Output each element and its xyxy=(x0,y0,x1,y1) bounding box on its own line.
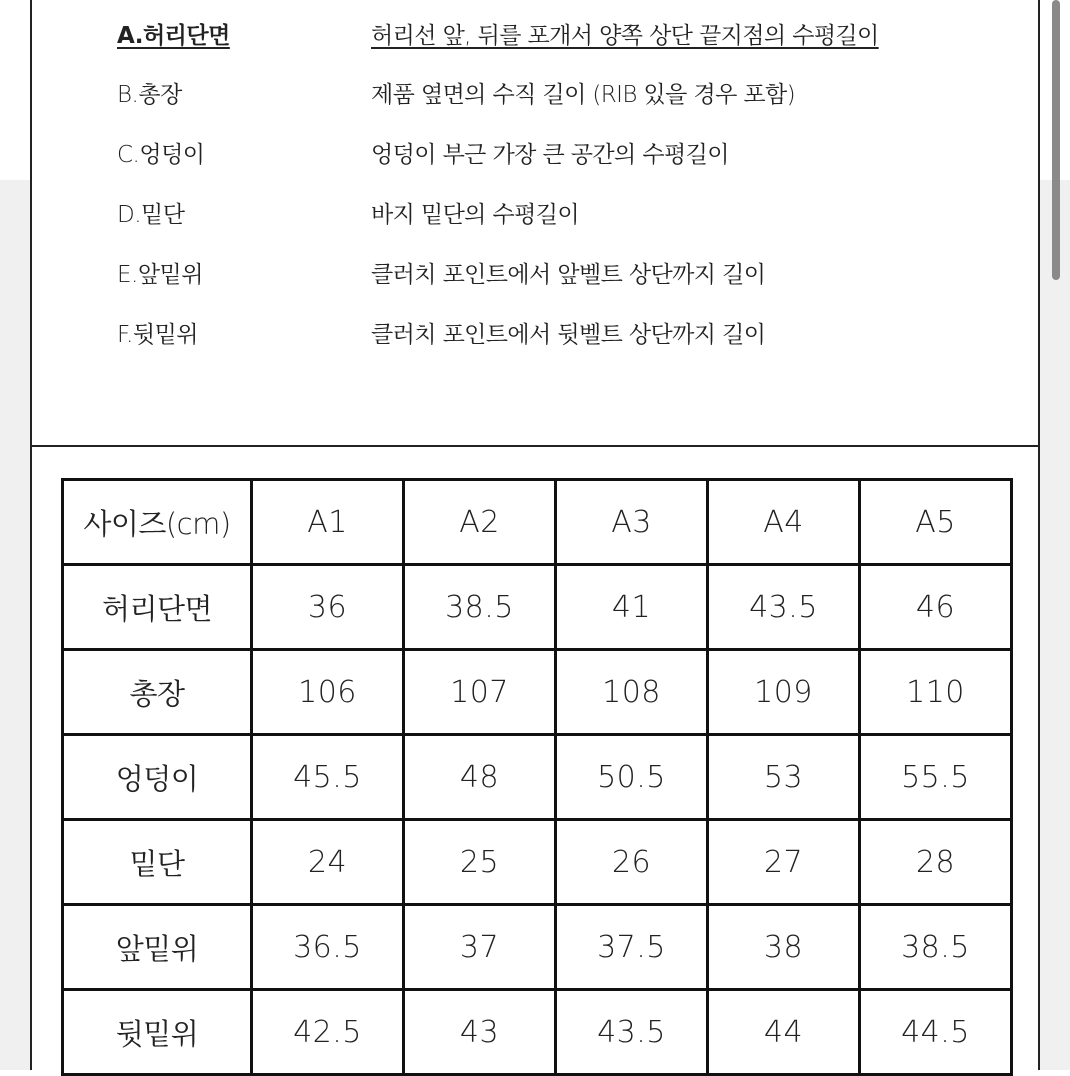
table-cell: 38.5 xyxy=(860,905,1012,990)
table-cell: 42.5 xyxy=(252,990,404,1075)
row-label-cell: 뒷밑위 xyxy=(63,990,252,1075)
table-cell: 36.5 xyxy=(252,905,404,990)
row-label-cell: 허리단면 xyxy=(63,565,252,650)
table-cell: 45.5 xyxy=(252,735,404,820)
definition-row-waist xyxy=(0,17,1070,57)
row-label-cell: 앞밑위 xyxy=(63,905,252,990)
table-cell: 43.5 xyxy=(556,990,708,1075)
right-page-margin xyxy=(1040,180,1070,1070)
definition-term: E.앞밑위 xyxy=(117,262,203,288)
header-cell: A2 xyxy=(404,480,556,565)
definition-term: B.총장 xyxy=(117,82,182,108)
table-cell: 55.5 xyxy=(860,735,1012,820)
definition-term: A.허리단면 xyxy=(117,23,230,49)
row-label-cell: 밑단 xyxy=(63,820,252,905)
table-cell: 36 xyxy=(252,565,404,650)
table-cell: 44 xyxy=(708,990,860,1075)
table-cell: 50.5 xyxy=(556,735,708,820)
header-cell: A4 xyxy=(708,480,860,565)
definition-description: 클러치 포인트에서 뒷벨트 상단까지 길이 xyxy=(371,322,766,348)
definition-row-back-rise xyxy=(0,316,1070,356)
header-cell: A3 xyxy=(556,480,708,565)
table-cell: 109 xyxy=(708,650,860,735)
definition-description: 바지 밑단의 수평길이 xyxy=(371,202,579,228)
definition-description: 클러치 포인트에서 앞벨트 상단까지 길이 xyxy=(371,262,766,288)
row-label-cell: 엉덩이 xyxy=(63,735,252,820)
left-page-margin xyxy=(0,180,30,1070)
table-cell: 25 xyxy=(404,820,556,905)
definition-term: D.밑단 xyxy=(117,202,185,228)
table-row xyxy=(63,905,1012,990)
definition-row-length xyxy=(0,76,1070,116)
table-cell: 28 xyxy=(860,820,1012,905)
definition-row-hip xyxy=(0,136,1070,176)
table-row xyxy=(63,565,1012,650)
table-row xyxy=(63,990,1012,1075)
definition-term: C.엉덩이 xyxy=(117,142,205,168)
table-row xyxy=(63,735,1012,820)
table-cell: 38.5 xyxy=(404,565,556,650)
table-cell: 44.5 xyxy=(860,990,1012,1075)
definition-description: 제품 옆면의 수직 길이 (RIB 있을 경우 포함) xyxy=(371,82,796,108)
table-cell: 37.5 xyxy=(556,905,708,990)
definition-term: F.뒷밑위 xyxy=(117,322,198,348)
table-cell: 43.5 xyxy=(708,565,860,650)
header-cell: A1 xyxy=(252,480,404,565)
table-cell: 48 xyxy=(404,735,556,820)
table-cell: 108 xyxy=(556,650,708,735)
table-cell: 106 xyxy=(252,650,404,735)
size-table xyxy=(61,478,1013,1076)
table-cell: 46 xyxy=(860,565,1012,650)
table-cell: 37 xyxy=(404,905,556,990)
table-row xyxy=(63,650,1012,735)
header-cell: 사이즈(cm) xyxy=(63,480,252,565)
table-cell: 27 xyxy=(708,820,860,905)
section-divider xyxy=(30,445,1040,447)
definition-description: 엉덩이 부근 가장 큰 공간의 수평길이 xyxy=(371,142,729,168)
row-label-cell: 총장 xyxy=(63,650,252,735)
table-cell: 110 xyxy=(860,650,1012,735)
header-cell: A5 xyxy=(860,480,1012,565)
table-cell: 107 xyxy=(404,650,556,735)
table-cell: 41 xyxy=(556,565,708,650)
table-header-row xyxy=(63,480,1012,565)
table-cell: 26 xyxy=(556,820,708,905)
definition-description: 허리선 앞, 뒤를 포개서 양쪽 상단 끝지점의 수평길이 xyxy=(371,23,879,49)
table-row xyxy=(63,820,1012,905)
definition-row-hem xyxy=(0,196,1070,236)
table-cell: 43 xyxy=(404,990,556,1075)
table-cell: 53 xyxy=(708,735,860,820)
definition-row-front-rise xyxy=(0,256,1070,296)
table-cell: 24 xyxy=(252,820,404,905)
table-cell: 38 xyxy=(708,905,860,990)
